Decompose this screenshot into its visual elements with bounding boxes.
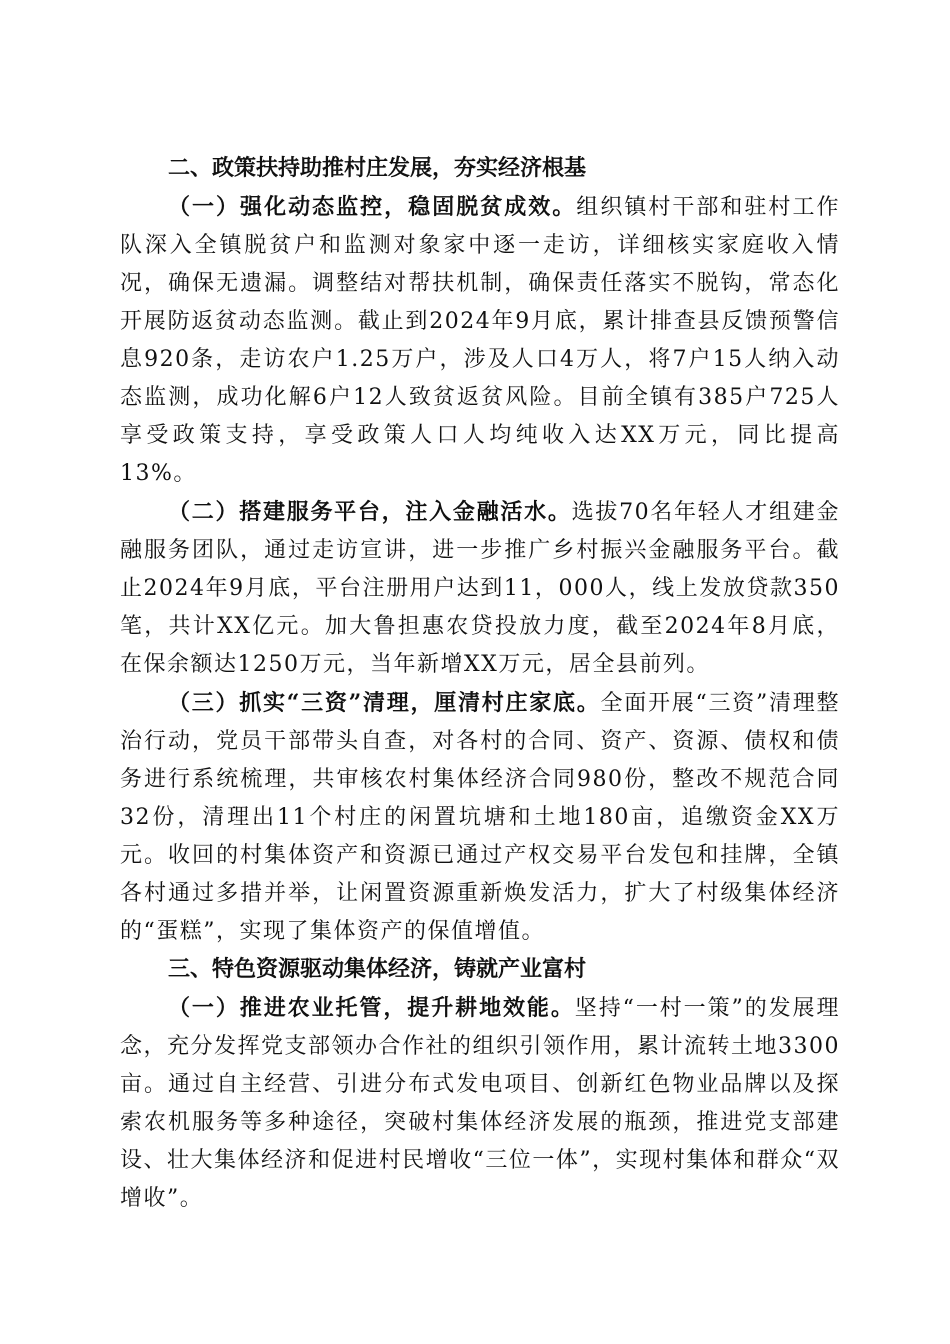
section-heading-2: 二、政策扶持助推村庄发展，夯实经济根基 — [168, 156, 587, 181]
paragraph-body: 选拔70名年轻人才组建金融服务团队，通过走访宣讲，进一步推广乡村振兴金融服务平台。截止2024年9月底，平台注册用户达到11，000人，线上发放贷款350笔，共计XX亿元。加大鲁担惠农贷投放力度，截至2024年8月底，在保余额达1250万元，当年新增XX万元，居全县前列。 — [120, 500, 840, 677]
paragraph-body: 全面开展“三资”清理整治行动，党员干部带头自查，对各村的合同、资产、资源、债权和债务进行系统梳理，共审核农村集体经济合同980份，整改不规范合同32份，清理出11个村庄的闲置坑塘和土地180亩，追缴资金XX万元。收回的村集体资产和资源已通过产权交易平台发包和挂牌，全镇各村通过多措并举，让闲置资源重新焕发活力，扩大了村级集体经济的“蛋糕”，实现了集体资产的保值增值。 — [120, 691, 841, 944]
paragraph-body: 坚持“一村一策”的发展理念，充分发挥党支部领办合作社的组织引领作用，累计流转土地3300亩。通过自主经营、引进分布式发电项目、创新红色物业品牌以及探索农机服务等多种途径，突破村集体经济发展的瓶颈，推进党支部建设、壮大集体经济和促进村民增收“三位一体”，实现村集体和群众“双增收”。 — [120, 996, 840, 1211]
paragraph-2-1 — [120, 188, 840, 493]
paragraph-2-3 — [120, 684, 840, 951]
paragraph-lead: （一）强化动态监控，稳固脱贫成效。 — [168, 194, 577, 220]
paragraph-lead: （二）搭建服务平台，注入金融活水。 — [168, 499, 572, 525]
document-page — [120, 150, 840, 1218]
paragraph-body: 组织镇村干部和驻村工作队深入全镇脱贫户和监测对象家中逐一走访，详细核实家庭收入情况，确保无遗漏。调整结对帮扶机制，确保责任落实不脱钩，常态化开展防返贫动态监测。截止到2024年9月底，累计排查县反馈预警信息920条，走访农户1.25万户，涉及人口4万人，将7户15人纳入动态监测，成功化解6户12人致贫返贫风险。目前全镇有385户725人享受政策支持，享受政策人口人均纯收入达XX万元，同比提高13%。 — [120, 195, 840, 486]
paragraph-3-1 — [120, 989, 840, 1218]
paragraph-2-2 — [120, 493, 840, 684]
section-heading-3: 三、特色资源驱动集体经济，铸就产业富村 — [168, 957, 587, 982]
paragraph-lead: （三）抓实“三资”清理，厘清村庄家底。 — [168, 690, 601, 716]
paragraph-lead: （一）推进农业托管，提升耕地效能。 — [168, 995, 575, 1021]
